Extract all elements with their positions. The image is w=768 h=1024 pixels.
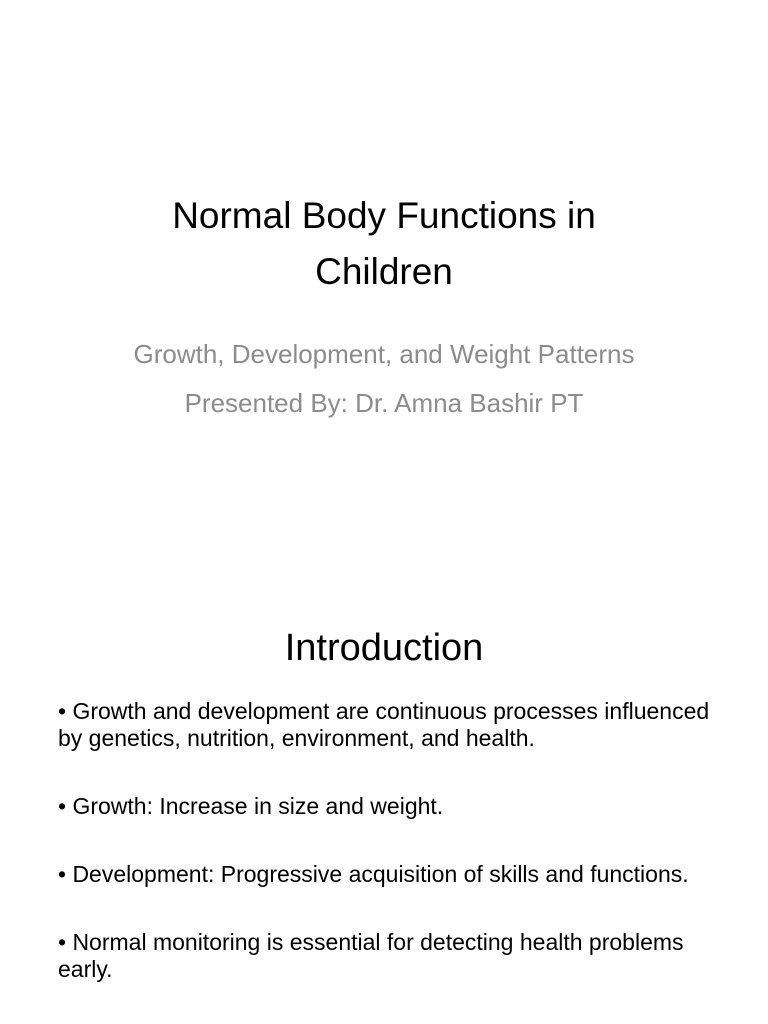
presentation-title [60, 188, 708, 300]
presenter-line: Presented By: Dr. Amna Bashir PT [184, 388, 584, 418]
introduction-slide [0, 576, 768, 1024]
title-line-2: Children [315, 251, 453, 292]
title-line-1: Normal Body Functions in [172, 195, 596, 236]
subtitle-line-1: Growth, Development, and Weight Patterns [133, 339, 635, 369]
bullet-item-3: • Development: Progressive acquisition of skills and functions. [58, 861, 689, 887]
bullet-item-1: • Growth and development are continuous processes influenced by genetics, nutrition, environment, and health. [58, 698, 710, 751]
bullet-list [58, 698, 718, 1024]
section-heading: Introduction [284, 627, 484, 669]
bullet-item-4: • Normal monitoring is essential for detecting health problems early. [58, 929, 684, 982]
bullet-item-2: • Growth: Increase in size and weight. [58, 793, 444, 819]
presentation-subtitle [40, 330, 728, 428]
